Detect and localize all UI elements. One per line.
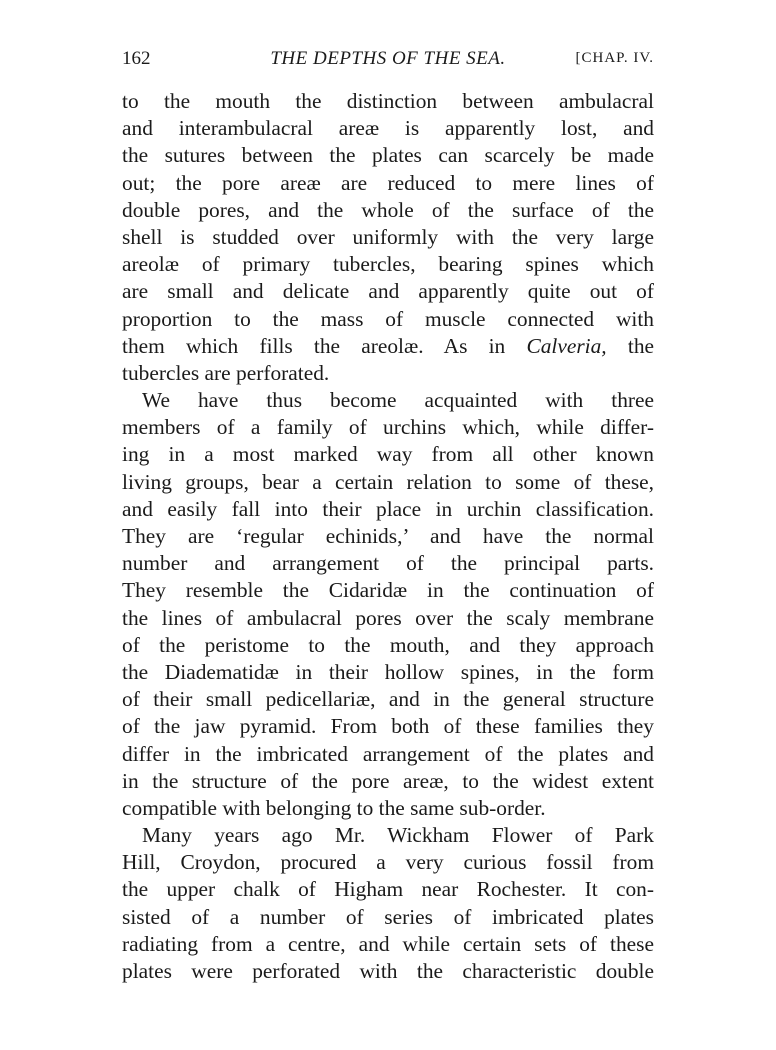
text-line: the upper chalk of Higham near Rochester. It con- (122, 877, 654, 902)
text-line (122, 333, 654, 360)
text-line: the sutures between the plates can scarcely be made (122, 143, 654, 168)
paragraph-start-line: We have thus become acquainted with three (142, 388, 654, 413)
text-line: They resemble the Cidaridæ in the continuation of (122, 578, 654, 603)
page-header (122, 48, 654, 78)
text-line: compatible with belonging to the same sub-order. (122, 795, 546, 820)
text-line: to the mouth the distinction between ambulacral (122, 89, 654, 113)
paragraph-start-line: Many years ago Mr. Wickham Flower of Park (142, 823, 654, 848)
text-line: differ in the imbricated arrangement of the plates and (122, 741, 654, 766)
text-line: the Diadematidæ in their hollow spines, in the form (122, 659, 654, 684)
text-line: in the structure of the pore areæ, to the widest extent (122, 768, 654, 793)
text-line: members of a family of urchins which, while differ- (122, 415, 654, 440)
text-segment: them which fills the areolæ. As in (122, 333, 527, 358)
text-line: proportion to the mass of muscle connected with (122, 306, 654, 331)
text-line: number and arrangement of the principal parts. (122, 551, 654, 576)
text-line: ing in a most marked way from all other known (122, 442, 654, 467)
text-line: and easily fall into their place in urchin classification. (122, 496, 654, 521)
text-line: plates were perforated with the characteristic double (122, 959, 654, 983)
body-text (122, 88, 654, 985)
text-segment: the (606, 333, 655, 358)
text-line: sisted of a number of series of imbricated plates (122, 904, 654, 929)
text-line: tubercles are perforated. (122, 360, 330, 385)
text-line: are small and delicate and apparently quite out of (122, 279, 654, 304)
chapter-label: [CHAP. IV. (575, 50, 654, 66)
italic-term: Calveria, (526, 333, 607, 358)
text-line: shell is studded over uniformly with the very large (122, 224, 654, 249)
running-title: THE DEPTHS OF THE SEA. (270, 48, 506, 69)
text-line: radiating from a centre, and while certain sets of these (122, 931, 654, 956)
text-line: double pores, and the whole of the surface of the (122, 197, 654, 222)
page-number: 162 (122, 48, 151, 69)
text-line: out; the pore areæ are reduced to mere lines of (122, 170, 654, 195)
text-line: of the jaw pyramid. From both of these families they (122, 714, 654, 739)
text-line: They are ‘regular echinids,’ and have the normal (122, 524, 654, 548)
text-line: areolæ of primary tubercles, bearing spines which (122, 252, 654, 277)
text-line: living groups, bear a certain relation to some of these, (122, 469, 654, 494)
text-line: Hill, Croydon, procured a very curious fossil from (122, 850, 654, 875)
text-line: and interambulacral areæ is apparently lost, and (122, 116, 654, 141)
text-line: of their small pedicellariæ, and in the general structure (122, 687, 654, 712)
text-line: the lines of ambulacral pores over the scaly membrane (122, 605, 654, 630)
text-line: of the peristome to the mouth, and they approach (122, 632, 654, 657)
